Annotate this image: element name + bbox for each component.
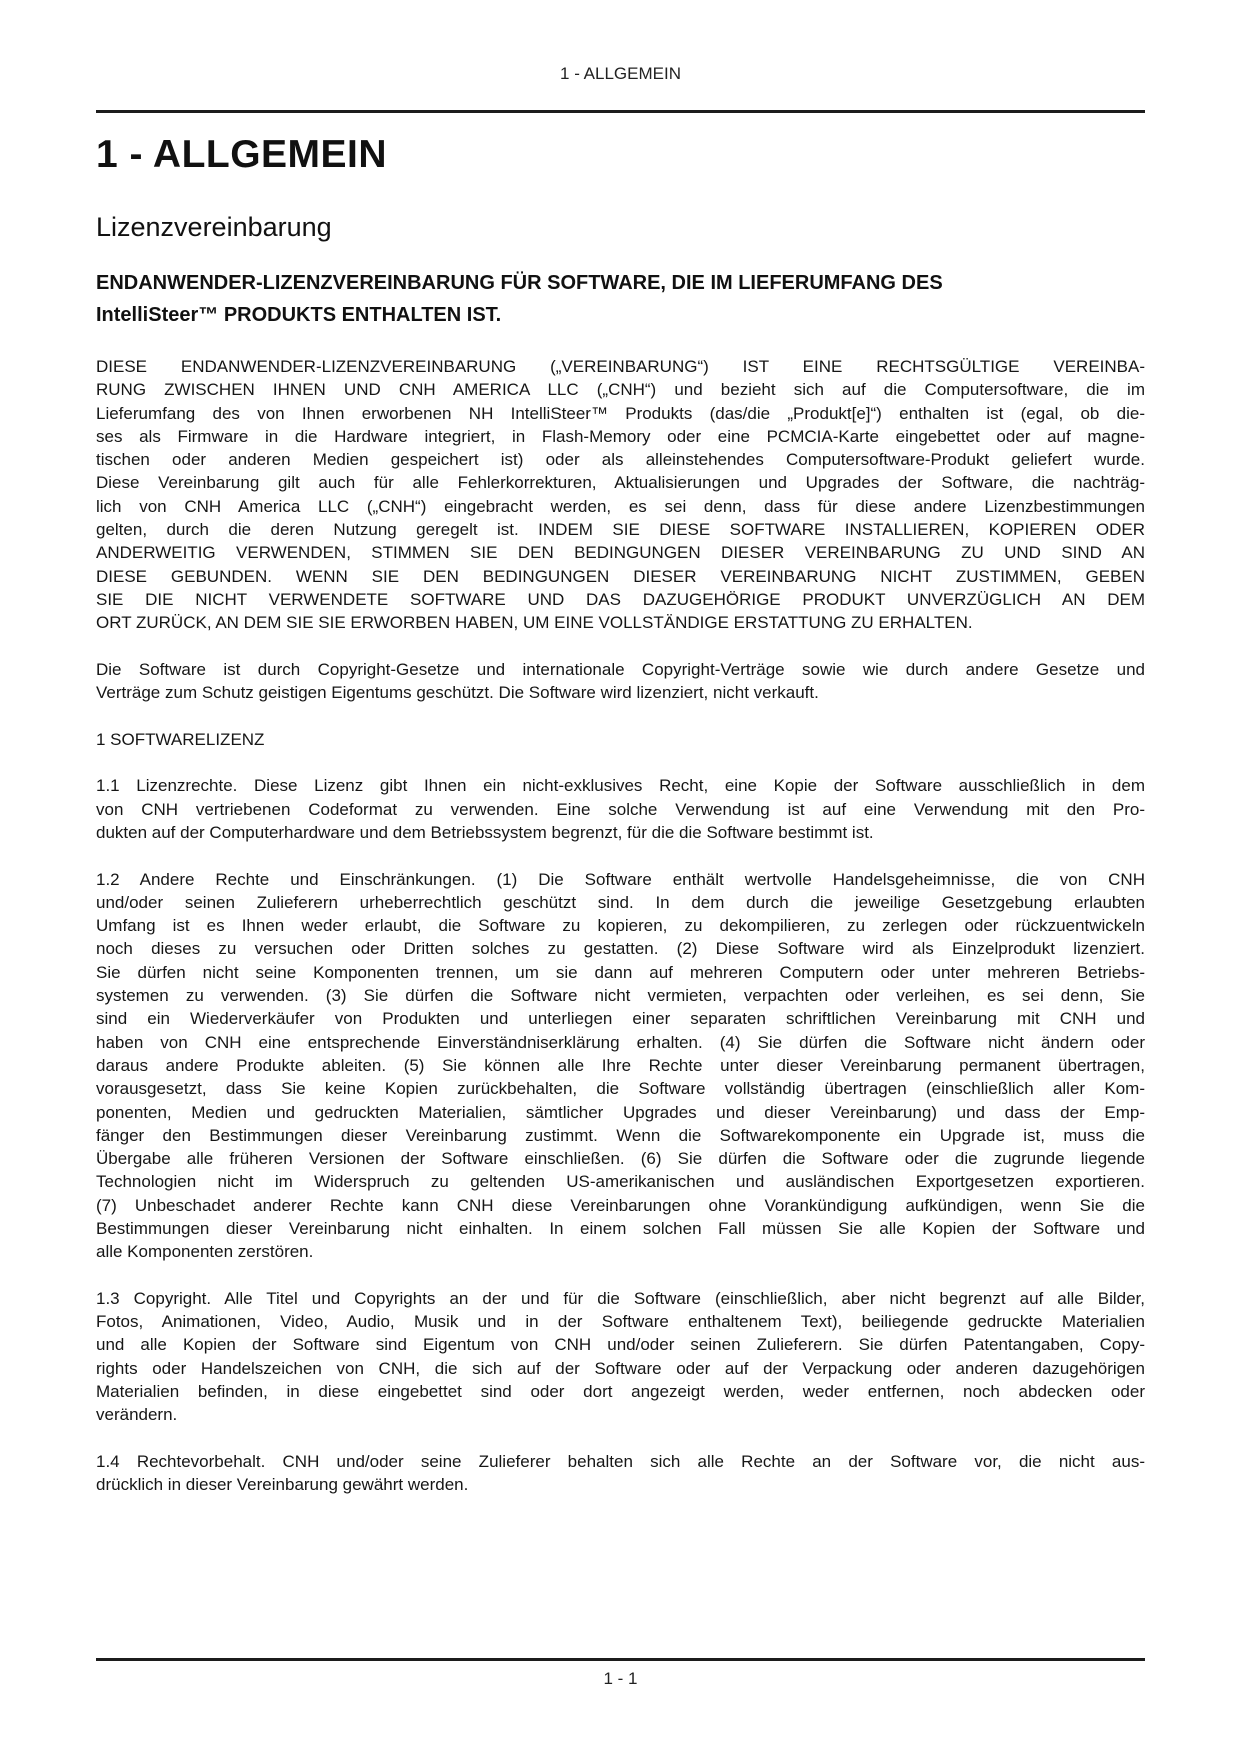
text-line: RUNG ZWISCHEN IHNEN UND CNH AMERICA LLC („CNH“) und bezieht sich auf die Computersoftware, die im — [96, 380, 1145, 400]
license-body — [96, 355, 1145, 1497]
text-line: alle Komponenten zerstören. — [96, 1242, 314, 1262]
section-heading: Lizenzvereinbarung — [96, 212, 332, 242]
text-line: von CNH vertriebenen Codeformat zu verwenden. Eine solche Verwendung ist auf eine Verwendung mit den Pro- — [96, 799, 1145, 819]
text-line: Technologien nicht im Widerspruch zu geltenden US-amerikanischen und ausländischen Exportgesetzen exportieren. — [96, 1172, 1145, 1192]
text-line: (7) Unbeschadet anderer Rechte kann CNH diese Vereinbarungen ohne Vorankündigung aufkündigen, wenn Sie die — [96, 1195, 1145, 1215]
page-number: 1 - 1 — [603, 1669, 638, 1688]
text-line: Bestimmungen dieser Vereinbarung nicht einhalten. In einem solchen Fall müssen Sie alle Kopien der Software und — [96, 1218, 1145, 1238]
paragraph — [96, 1287, 1145, 1427]
text-line: noch dieses zu versuchen oder Dritten solches zu gestatten. (2) Diese Software wird als Einzelprodukt lizenziert. — [96, 939, 1145, 959]
text-line: ORT ZURÜCK, AN DEM SIE SIE ERWORBEN HABEN, UM EINE VOLLSTÄNDIGE ERSTATTUNG ZU ERHALTEN. — [96, 613, 973, 633]
text-line: lich von CNH America LLC („CNH“) eingebracht werden, es sei denn, dass für diese andere Lizenzbestimmungen — [96, 496, 1145, 516]
section-subheading — [96, 728, 1145, 751]
text-line: verändern. — [96, 1405, 178, 1425]
text-line: DIESE ENDANWENDER-LIZENZVEREINBARUNG („VEREINBARUNG“) IST EINE RECHTSGÜLTIGE VEREINBA- — [96, 357, 1145, 376]
text-line: fänger den Bestimmungen dieser Vereinbarung zustimmt. Wenn die Softwarekomponente ein Upgrade ist, muss die — [96, 1125, 1145, 1145]
text-line: Verträge zum Schutz geistigen Eigentums geschützt. Die Software wird lizenziert, nicht verkauft. — [96, 683, 819, 703]
text-line: gelten, durch die deren Nutzung geregelt ist. INDEM SIE DIESE SOFTWARE INSTALLIEREN, KOPIEREN ODER — [96, 520, 1145, 540]
text-line: 1 SOFTWARELIZENZ — [96, 729, 265, 749]
paragraph — [96, 658, 1145, 705]
paragraph — [96, 868, 1145, 1264]
subject-heading — [96, 267, 1145, 331]
header-rule — [96, 110, 1145, 113]
text-line: systemen zu verwenden. (3) Sie dürfen die Software nicht vermieten, verpachten oder verleihen, es sei denn, Sie — [96, 986, 1145, 1006]
text-line: sind ein Wiederverkäufer von Produkten und unterliegen einer separaten schriftlichen Vereinbarung mit CNH und — [96, 1009, 1145, 1029]
paragraph — [96, 774, 1145, 844]
subject-heading-line: ENDANWENDER-LIZENZVEREINBARUNG FÜR SOFTWARE, DIE IM LIEFERUMFANG DES — [96, 272, 943, 294]
text-line: Umfang ist es Ihnen weder erlaubt, die Software zu kopieren, zu dekompilieren, zu zerlegen oder rückzuentwickeln — [96, 916, 1145, 936]
footer-rule — [96, 1658, 1145, 1661]
page-title: 1 - ALLGEMEIN — [96, 133, 388, 176]
text-line: 1.4 Rechtevorbehalt. CNH und/oder seine Zulieferer behalten sich alle Rechte an der Software vor, die nicht aus- — [96, 1451, 1145, 1471]
text-line: Fotos, Animationen, Video, Audio, Musik und in der Software enthaltenem Text), beiliegende gedruckte Materialien — [96, 1312, 1145, 1332]
text-line: 1.1 Lizenzrechte. Diese Lizenz gibt Ihnen ein nicht-exklusives Recht, eine Kopie der Software ausschließlich in dem — [96, 776, 1145, 796]
text-line: ponenten, Medien und gedruckten Materialien, sämtlicher Upgrades und dieser Vereinbarung) und dass der Emp- — [96, 1102, 1145, 1122]
text-line: haben von CNH eine entsprechende Einverständniserklärung erhalten. (4) Sie dürfen die Software nicht ändern oder — [96, 1032, 1145, 1052]
text-line: Übergabe alle früheren Versionen der Software einschließen. (6) Sie dürfen die Software oder die zugrunde liegende — [96, 1149, 1145, 1169]
text-line: 1.2 Andere Rechte und Einschränkungen. (1) Die Software enthält wertvolle Handelsgeheimnisse, die von CNH — [96, 869, 1145, 889]
text-line: ANDERWEITIG VERWENDEN, STIMMEN SIE DEN BEDINGUNGEN DIESER VEREINBARUNG ZU UND SIND AN — [96, 543, 1145, 563]
text-line: 1.3 Copyright. Alle Titel und Copyrights an der und für die Software (einschließlich, aber nicht begrenzt auf alle Bilder, — [96, 1288, 1145, 1308]
text-line: und/oder seinen Zulieferern urheberrechtlich geschützt sind. In dem durch die jeweilige Gesetzgebung erlaubten — [96, 892, 1145, 912]
text-line: dukten auf der Computerhardware und dem Betriebssystem begrenzt, für die die Software bestimmt ist. — [96, 822, 874, 842]
text-line: Diese Vereinbarung gilt auch für alle Fehlerkorrekturen, Aktualisierungen und Upgrades der Software, die nachträg- — [96, 473, 1145, 493]
text-line: drücklich in dieser Vereinbarung gewährt werden. — [96, 1475, 469, 1495]
text-line: ses als Firmware in die Hardware integriert, in Flash-Memory oder eine PCMCIA-Karte eingebettet oder auf magne- — [96, 426, 1145, 446]
text-line: Die Software ist durch Copyright-Gesetze und internationale Copyright-Verträge sowie wie durch andere Gesetze und — [96, 659, 1145, 679]
text-line: rights oder Handelszeichen von CNH, die sich auf der Software oder auf der Verpackung oder anderen dazugehörigen — [96, 1358, 1145, 1378]
text-line: Materialien befinden, in diese eingebettet sind oder dort angezeigt werden, weder entfernen, noch abdecken oder — [96, 1382, 1145, 1402]
text-line: daraus andere Produkte ableiten. (5) Sie können alle Ihre Rechte unter dieser Vereinbarung permanent übertragen, — [96, 1055, 1145, 1075]
text-line: DIESE GEBUNDEN. WENN SIE DEN BEDINGUNGEN DIESER VEREINBARUNG NICHT ZUSTIMMEN, GEBEN — [96, 566, 1145, 586]
document-body — [96, 267, 1145, 1497]
text-line: und alle Kopien der Software sind Eigentum von CNH und/oder seinen Zulieferern. Sie dürfen Patentangaben, Copy- — [96, 1335, 1145, 1355]
text-line: Lieferumfang des von Ihnen erworbenen NH IntelliSteer™ Produkts (das/die „Produkt[e]“) enthalten ist (egal, ob die- — [96, 403, 1145, 423]
paragraph — [96, 1450, 1145, 1497]
text-line: vorausgesetzt, dass Sie keine Kopien zurückbehalten, die Software vollständig übertragen (einschließlich aller Kom- — [96, 1079, 1145, 1099]
paragraph — [96, 355, 1145, 635]
text-line: Sie dürfen nicht seine Komponenten trennen, um sie dann auf mehreren Computern oder unter mehreren Betriebs- — [96, 962, 1145, 982]
running-header: 1 - ALLGEMEIN — [560, 64, 681, 83]
text-line: tischen oder anderen Medien gespeichert ist) oder als alleinstehendes Computersoftware-Produkt geliefert wurde. — [96, 450, 1145, 470]
subject-heading-line: IntelliSteer™ PRODUKTS ENTHALTEN IST. — [96, 304, 502, 326]
text-line: SIE DIE NICHT VERWENDETE SOFTWARE UND DAS DAZUGEHÖRIGE PRODUKT UNVERZÜGLICH AN DEM — [96, 589, 1145, 609]
